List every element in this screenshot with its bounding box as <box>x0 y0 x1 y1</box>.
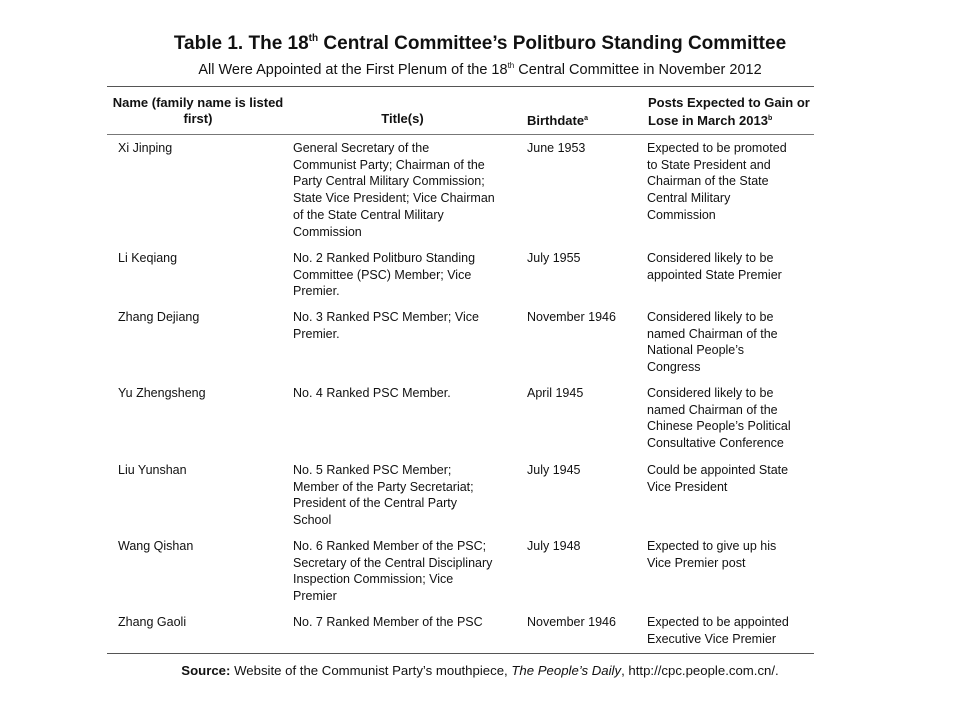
table-cell-name: Liu Yunshan <box>118 463 187 477</box>
header-posts: Posts Expected to Gain or Lose in March 2013$^b$ <box>648 95 810 128</box>
table-cell-name: Zhang Dejiang <box>118 310 200 324</box>
table-cell-title: No. 7 Ranked Member of the PSC <box>293 615 483 629</box>
table-cell-posts: Expected to give up his Vice Premier post <box>647 539 777 570</box>
source-label: Source: <box>181 663 231 678</box>
table-cell-name: Li Keqiang <box>118 251 178 265</box>
table-header-rule <box>107 134 814 135</box>
table-cell-birthdate: April 1945 <box>527 386 584 400</box>
table-cell-posts: Expected to be promoted to State President and Chairman of the State Central Military Commission <box>647 141 787 222</box>
source-publication: The People’s Daily <box>511 663 622 678</box>
table-cell-name: Wang Qishan <box>118 539 194 553</box>
table-cell-birthdate: July 1955 <box>527 251 581 265</box>
table-cell-title: No. 3 Ranked PSC Member; Vice Premier. <box>293 310 479 341</box>
table-cell-birthdate: July 1945 <box>527 463 581 477</box>
table-cell-title: General Secretary of the Communist Party; Chairman of the Party Central Military Commission; State Vice President; Vice Chairman of the State Central Military Commission <box>293 141 495 239</box>
table-cell-name: Zhang Gaoli <box>118 615 187 629</box>
table-top-rule <box>107 86 814 87</box>
table-cell-title: No. 2 Ranked Politburo Standing Committee (PSC) Member; Vice Premier. <box>293 251 476 299</box>
header-title: Title(s) <box>381 111 424 126</box>
table-cell-title: No. 5 Ranked PSC Member; Member of the Party Secretariat; President of the Central Party School <box>293 463 474 528</box>
table-cell-posts: Expected to be appointed Executive Vice Premier <box>647 615 789 646</box>
table-cell-birthdate: June 1953 <box>527 141 586 155</box>
table-cell-title: No. 4 Ranked PSC Member. <box>293 386 451 400</box>
table-cell-posts: Considered likely to be appointed State Premier <box>647 251 782 282</box>
header-name: Name (family name is listed first) <box>112 95 284 126</box>
table-cell-name: Yu Zhengsheng <box>118 386 206 400</box>
table-title: Table 1. The 18th Central Committee’s Politburo Standing Committee <box>173 33 787 54</box>
table-cell-title: No. 6 Ranked Member of the PSC; Secretary of the Central Disciplinary Inspection Commission; Vice Premier <box>293 539 493 604</box>
table-bottom-rule <box>107 653 814 654</box>
table-cell-name: Xi Jinping <box>118 141 173 155</box>
table-cell-posts: Could be appointed State Vice President <box>647 463 789 494</box>
table-cell-posts: Considered likely to be named Chairman of the Chinese People’s Political Consultative Conference <box>647 386 791 451</box>
table-cell-birthdate: July 1948 <box>527 539 581 553</box>
table-cell-posts: Considered likely to be named Chairman of the National People’s Congress <box>647 310 778 375</box>
table-cell-birthdate: November 1946 <box>527 615 616 629</box>
source-note: Source: Website of the Communist Party’s mouthpiece, The People’s Daily, http://cpc.people.com.cn/. <box>181 663 779 678</box>
table-cell-birthdate: November 1946 <box>527 310 616 324</box>
table-subtitle: All Were Appointed at the First Plenum of the 18th Central Committee in November 2012 <box>198 61 762 78</box>
header-birthdate: Birthdate$^a$ <box>527 113 588 128</box>
